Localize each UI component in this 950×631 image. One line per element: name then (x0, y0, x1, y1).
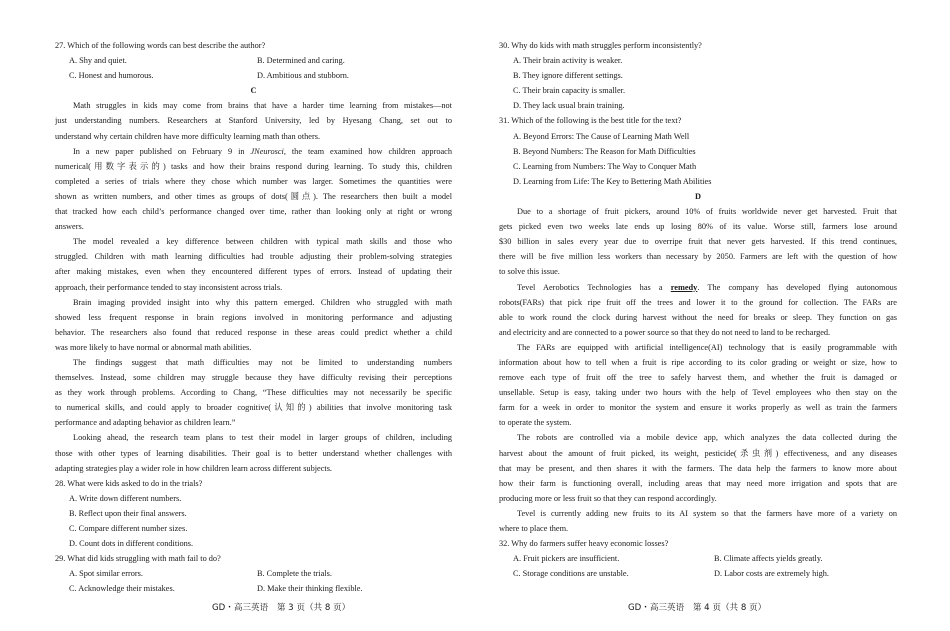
passage-c-line: behavior. The researchers also found that reduced response in these areas could predict whether a child (55, 327, 452, 337)
passage-d-line: remove each type of fruit off the tree to safely harvest them, and whether the fruit is damaged or (499, 373, 897, 383)
passage-c-line: Math struggles in kids may come from brains that have a harder time learning from mistakes—not (73, 101, 452, 111)
passage-c-line: struggled. Children with math learning difficulties had trouble adjusting their problem-solving strategies (55, 252, 452, 262)
passage-d-line: information about how to tell when a fruit is ripe according to its color grading or weight or size, how to (499, 357, 897, 367)
left-column (55, 38, 452, 596)
q27-stem: 27. Which of the following words can best describe the author? (55, 41, 266, 50)
passage-c-line: The model revealed a key difference between children with typical math skills and those who (73, 237, 452, 247)
passage-c-line: was more likely to have normal or abnormal math abilities. (55, 342, 252, 352)
q30-option-a: A. Their brain activity is weaker. (513, 56, 623, 66)
passage-c-line: answers. (55, 222, 84, 232)
q28-stem: 28. What were kids asked to do in the trials? (55, 478, 203, 488)
q28-option-c: C. Compare different number sizes. (69, 524, 188, 533)
q28-option-d: D. Count dots in different conditions. (69, 539, 194, 549)
q31-option-a: A. Beyond Errors: The Cause of Learning Math Well (513, 131, 690, 141)
q32-options-row2 (499, 566, 897, 581)
q32-options-row1 (499, 551, 897, 566)
passage-c-line: completed a series of trials where they chose which number was larger. Sometimes the quantities were (55, 176, 452, 186)
passage-c-line: approach, their performance tended to stay inconsistent across trials. (55, 282, 283, 292)
q29-option-c: C. Acknowledge their mistakes. (69, 584, 175, 594)
passage-d-line: producing more or less fruit so that they can respond accordingly. (499, 493, 717, 503)
passage-d-line: and electricity and are connected to a power source so that they do not need to land to be recharged. (499, 327, 831, 337)
passage-c-line: themselves. Instead, some children may struggle because they have difficulty revising their perceptions (55, 373, 452, 383)
q28-option-a: A. Write down different numbers. (69, 493, 182, 503)
q29-options-row1 (55, 566, 452, 581)
passage-c-line: Looking ahead, the research team plans to test their model in larger groups of children, including (73, 433, 452, 443)
right-column (499, 38, 897, 581)
passage-d-line: Tevel is currently adding new fruits to its AI system so that the farmers have more of a variety on (517, 508, 897, 518)
line-text: In a new paper published on February 9 in (73, 146, 251, 156)
passage-c-line: adapting strategies play a wider role in how children learn across different subjects. (55, 463, 333, 473)
q32-option-a: A. Fruit pickers are insufficient. (513, 554, 620, 564)
q27-options-row1 (55, 53, 452, 68)
journal-name: JNeurosci (250, 146, 284, 156)
passage-d-line: how their farm is functioning overall, including areas that may need more irrigation and spots that are (499, 478, 897, 488)
passage-d-line: farm for a week in order to monitor the system and ensure it works properly as well as train the farmers (499, 403, 897, 413)
q32-option-b: B. Climate affects yields greatly. (714, 554, 823, 564)
passage-c-line: shown as written numbers, and other times as groups of dots(圆点). The researchers then built a model (55, 191, 452, 201)
passage-c-line: those with other types of learning disabilities. Their goal is to better understand whether challenges with (55, 448, 452, 458)
passage-d-line: to operate the system. (499, 418, 572, 428)
passage-c-line: performance and adapting behavior as children learn.” (55, 418, 236, 428)
q32-option-c: C. Storage conditions are unstable. (513, 569, 629, 579)
passage-c-line: that tracked how each child’s performance changed over time, rather than looking only at right or wrong (55, 207, 452, 217)
q30-option-b: B. They ignore different settings. (513, 71, 623, 81)
q28-option-b: B. Reflect upon their final answers. (69, 508, 187, 518)
q27-option-d: D. Ambitious and stubborn. (257, 71, 349, 81)
passage-c-line: Brain imaging provided insight into why this pattern emerged. Children who struggled with math (73, 297, 452, 307)
passage-d-line: The robots are controlled via a mobile device app, which analyzes the data collected during the (517, 433, 897, 443)
q27-option-b: B. Determined and caring. (257, 56, 345, 66)
passage-c-line: understand why certain children have more difficulty learning math than others. (55, 131, 321, 141)
line-text: Tevel Aerobotics Technologies has a (517, 282, 671, 292)
passage-c-line: just understanding numbers. Researchers at Stanford University, led by Hyesang Chang, set out to (55, 116, 452, 126)
section-d-heading: D (695, 191, 701, 201)
q29-option-a: A. Spot similar errors. (69, 569, 143, 579)
q27-option-a: A. Shy and quiet. (69, 56, 127, 66)
passage-d-line: unsellable. Setup is easy, taking under two hours with the help of Tevel employees who then stay on the (499, 388, 897, 398)
passage-c-line: after making mistakes, even when they encountered different types of errors. Instead of updating their (55, 267, 452, 277)
passage-c-line (55, 144, 452, 159)
q31-option-c: C. Learning from Numbers: The Way to Conquer Math (513, 161, 697, 171)
q30-option-c: C. Their brain capacity is smaller. (513, 86, 626, 96)
passage-d-line: $30 billion in sales every year due to overripe fruit that never gets harvested. If this trend continues, (499, 237, 897, 247)
q29-option-d: D. Make their thinking flexible. (257, 584, 363, 594)
passage-d-line: gets picked even two weeks late ends up losing 80% of its value. Worse still, farmers lose around (499, 222, 897, 232)
passage-d-line: there will be five million less workers than necessary by 2050. Farmers are left with the question of how (499, 252, 897, 262)
passage-c-line: to numerical skills, and could apply to broader cognitive(认知的) abilities that involve monitoring task (55, 403, 452, 413)
passage-d-line: that may be present, and then shares it with the farmers. The data help the farmers to know more about (499, 463, 897, 473)
passage-d-line: Due to a shortage of fruit pickers, around 10% of fruits worldwide never get harvested. Fruit that (517, 207, 897, 217)
passage-c-line: numerical(用数字表示的) tasks and how their brains respond during learning. To study this, children (55, 161, 452, 171)
q29-stem: 29. What did kids struggling with math fail to do? (55, 554, 221, 564)
q29-options-row2 (55, 581, 452, 596)
passage-c-line: as they work through problems. According to Chang, “These difficulties may not necessarily be specific (55, 388, 452, 398)
q31-option-d: D. Learning from Life: The Key to Bettering Math Abilities (513, 176, 712, 186)
q27-options-row2 (55, 68, 452, 83)
passage-d-line: The FARs are equipped with artificial intelligence(AI) technology that is easily programmable with (517, 342, 897, 352)
passage-c-line: showed less frequent response in brain regions involved in monitoring performance and adjusting (55, 312, 452, 322)
q32-stem: 32. Why do farmers suffer heavy economic losses? (499, 539, 669, 549)
line-text: . The company has developed flying autonomous (697, 282, 897, 292)
passage-c-line: The findings suggest that math difficulties may not be limited to understanding numbers (73, 357, 452, 367)
line-text: , the team examined how children approach (283, 146, 452, 156)
section-c-heading: C (250, 86, 257, 96)
passage-d-line: where to place them. (499, 524, 569, 533)
page-footer-right: GD・高三英语 第 4 页（共 8 页） (628, 603, 767, 613)
q30-option-d: D. They lack usual brain training. (513, 101, 625, 111)
passage-d-line: to solve this issue. (499, 267, 560, 277)
passage-d-line (499, 280, 897, 295)
q30-stem: 30. Why do kids with math struggles perform inconsistently? (499, 41, 702, 50)
q32-option-d: D. Labor costs are extremely high. (714, 569, 829, 579)
passage-d-line: able to work round the clock during harvest without the need for breaks or sleep. They function on gas (499, 312, 897, 322)
q29-option-b: B. Complete the trials. (257, 569, 332, 579)
passage-d-line: harvest about the amount of fruit picked, its weight, pesticide(杀虫剂) effectiveness, and any diseases (499, 448, 897, 458)
page-footer-left: GD・高三英语 第 3 页（共 8 页） (212, 603, 351, 613)
q27-option-c: C. Honest and humorous. (69, 71, 154, 81)
q31-option-b: B. Beyond Numbers: The Reason for Math Difficulties (513, 146, 696, 156)
highlighted-word-remedy: remedy (670, 282, 698, 292)
passage-d-line: robots(FARs) that pick ripe fruit off the trees and lower it to the ground for collection. The FARs are (499, 297, 897, 307)
q31-stem: 31. Which of the following is the best title for the text? (499, 116, 682, 126)
